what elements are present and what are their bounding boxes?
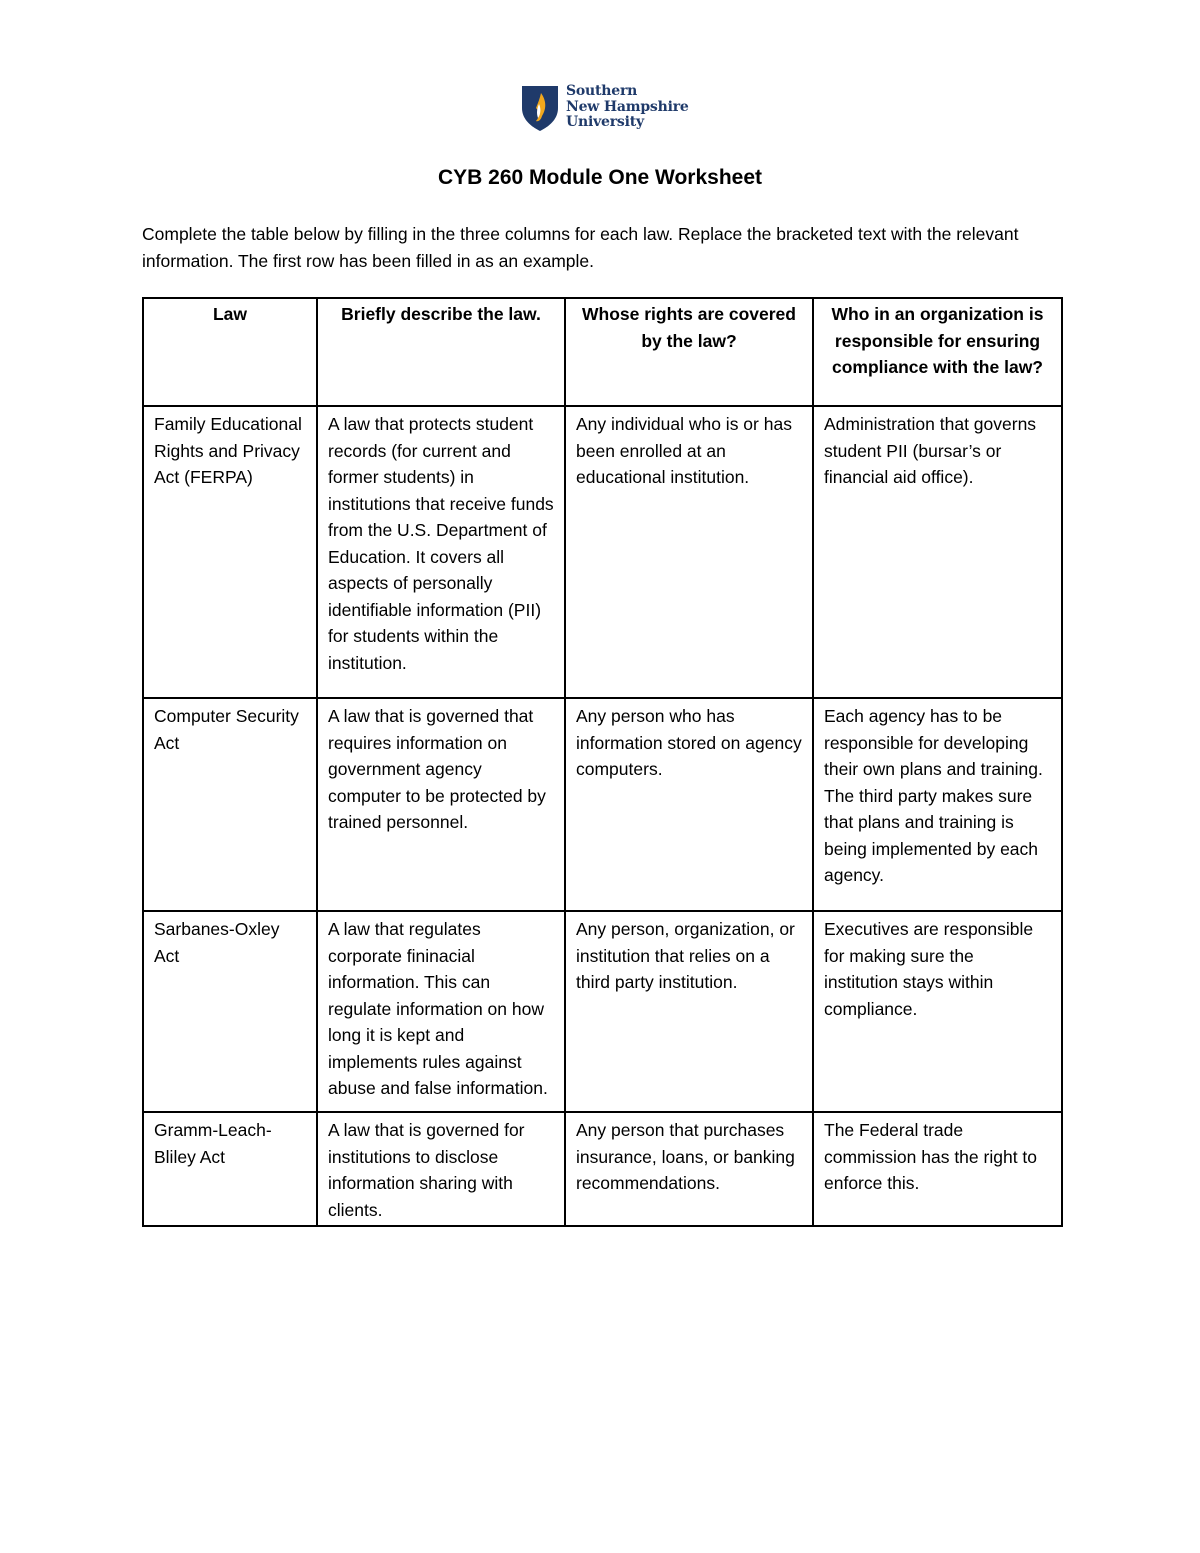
cell-law: Gramm-Leach-Bliley Act: [143, 1112, 317, 1226]
cell-rights: Any individual who is or has been enrolled at an educational institution.: [565, 406, 813, 698]
logo-line-3: University: [566, 114, 644, 130]
cell-description: A law that is governed that requires information on government agency computer to be protected by trained personnel.: [317, 698, 565, 911]
logo-wordmark: [566, 84, 689, 131]
table-row: [143, 1112, 1062, 1226]
cell-responsible: Administration that governs student PII (bursar’s or financial aid office).: [813, 406, 1062, 698]
cell-rights: Any person that purchases insurance, loans, or banking recommendations.: [565, 1112, 813, 1226]
table-row: [143, 698, 1062, 911]
cell-rights: Any person, organization, or institution that relies on a third party institution.: [565, 911, 813, 1112]
cell-description: A law that is governed for institutions to disclose information sharing with clients.: [317, 1112, 565, 1226]
logo-line-1: Southern: [566, 83, 638, 99]
page-title: CYB 260 Module One Worksheet: [437, 166, 763, 189]
table-row: [143, 911, 1062, 1112]
table-row: [143, 406, 1062, 698]
table-header-row: [143, 298, 1062, 406]
cell-rights: Any person who has information stored on agency computers.: [565, 698, 813, 911]
cell-responsible: Executives are responsible for making sure the institution stays within compliance.: [813, 911, 1062, 1112]
snhu-logo: [520, 84, 690, 132]
flame-shield-icon: [520, 84, 560, 132]
header-rights: Whose rights are covered by the law?: [565, 298, 813, 406]
cell-law: Sarbanes-Oxley Act: [143, 911, 317, 1112]
header-responsible: Who in an organization is responsible for ensuring compliance with the law?: [813, 298, 1062, 406]
header-description: Briefly describe the law.: [317, 298, 565, 406]
cell-responsible: The Federal trade commission has the right to enforce this.: [813, 1112, 1062, 1226]
instructions-paragraph: Complete the table below by filling in the three columns for each law. Replace the bracketed text with the relevant information. The first row has been filled in as an example.: [142, 224, 1019, 271]
cell-description: A law that regulates corporate fininacial information. This can regulate information on how long it is kept and implements rules against abuse and false information.: [317, 911, 565, 1112]
cell-description: A law that protects student records (for current and former students) in institutions that receive funds from the U.S. Department of Education. It covers all aspects of personally identifiable information (PII) for students within the institution.: [317, 406, 565, 698]
cell-law: Family Educational Rights and Privacy Act (FERPA): [143, 406, 317, 698]
header-law: Law: [143, 298, 317, 406]
laws-table: [142, 297, 1063, 1227]
cell-responsible: Each agency has to be responsible for developing their own plans and training. The third party makes sure that plans and training is being implemented by each agency.: [813, 698, 1062, 911]
logo-line-2: New Hampshire: [566, 98, 689, 115]
cell-law: Computer Security Act: [143, 698, 317, 911]
